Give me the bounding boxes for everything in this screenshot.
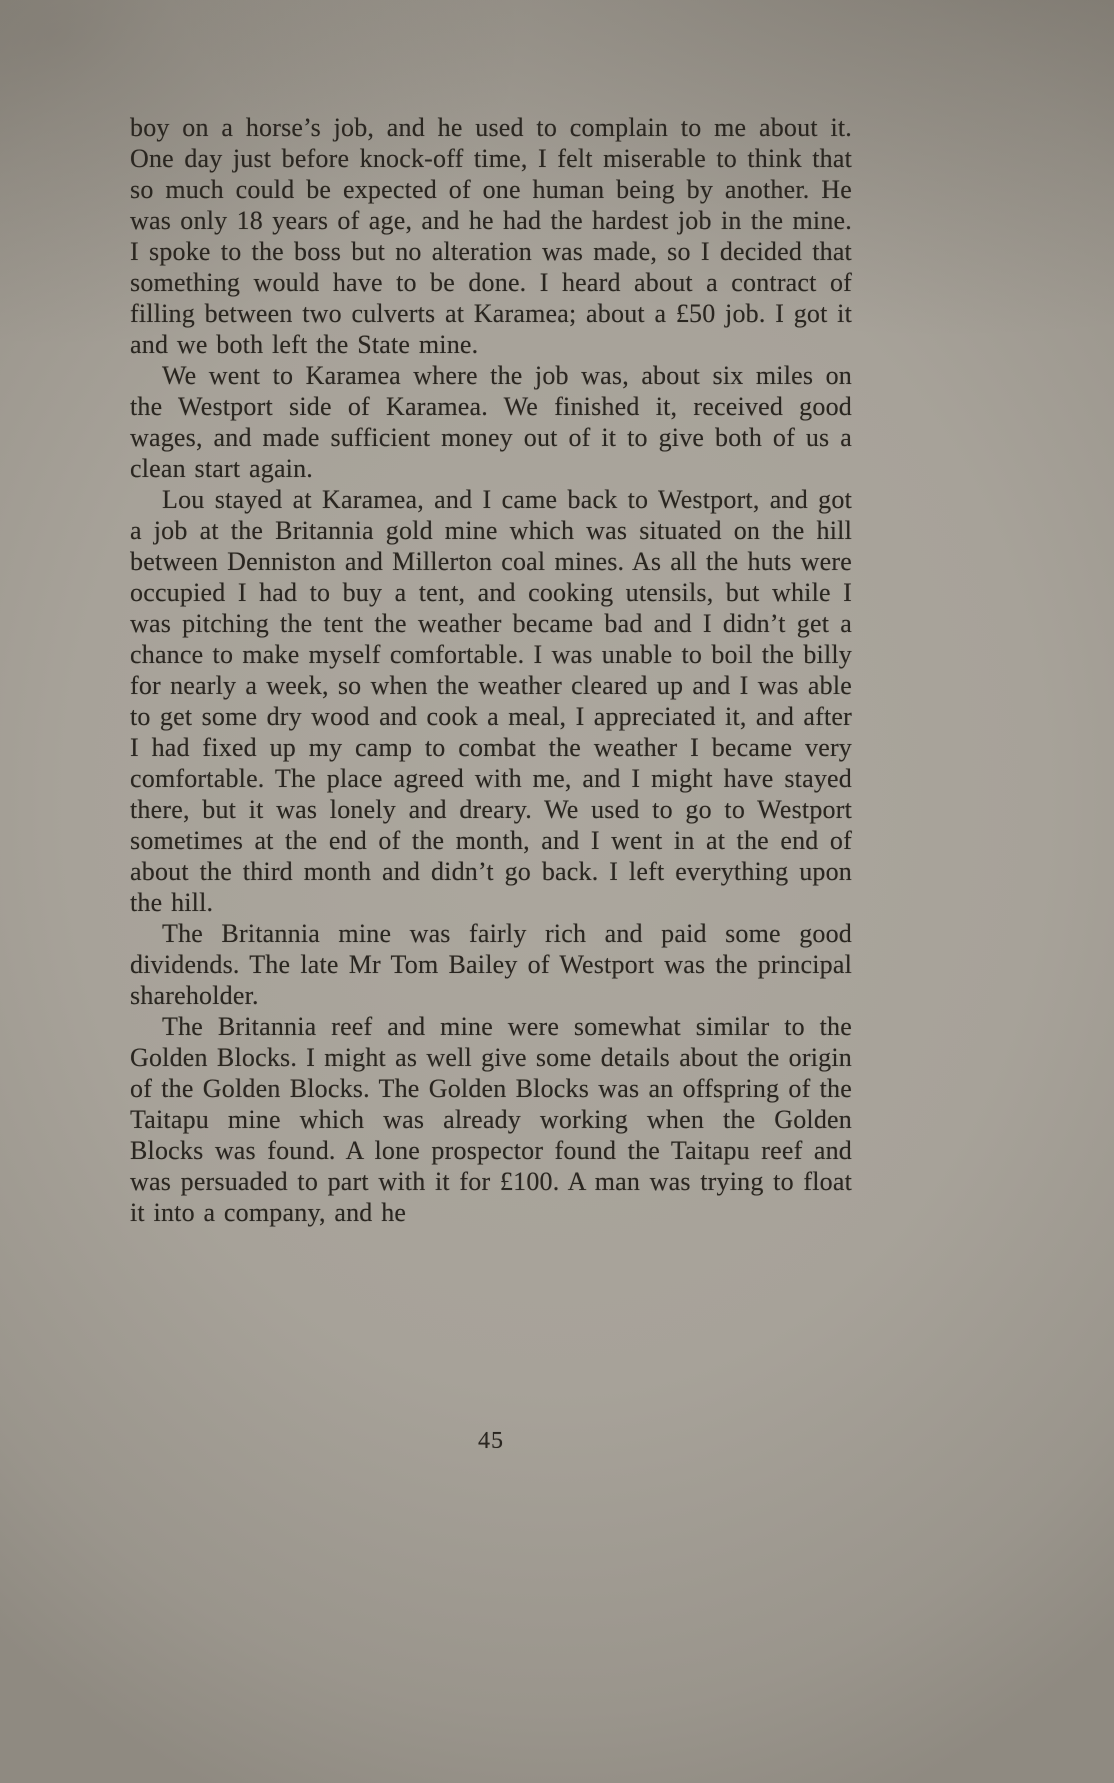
paragraph: The Britannia reef and mine were somewhat similar to the Golden Blocks. I might as well give some details about the origin of the Golden Blocks. The Golden Blocks was an offspring of the Taitapu mine which was already working when the Golden Blocks was found. A lone prospector found the Taitapu reef and was persuaded to part with it for £100. A man was trying to float it into a company, and he — [130, 1012, 852, 1227]
page-number: 45 — [478, 1428, 504, 1454]
paragraph: boy on a horse’s job, and he used to complain to me about it. One day just before knock-off time, I felt miserable to think that so much could be expected of one human being by another. He was only 18 years of age, and he had the hardest job in the mine. I spoke to the boss but no alteration was made, so I decided that something would have to be done. I heard about a contract of filling between two culverts at Karamea; about a £50 job. I got it and we both left the State mine. — [130, 113, 852, 359]
paragraph: We went to Karamea where the job was, about six miles on the Westport side of Karamea. We finished it, received good wages, and made sufficient money out of it to give both of us a clean start again. — [130, 361, 852, 483]
paragraph: Lou stayed at Karamea, and I came back to Westport, and got a job at the Britannia gold mine which was situated on the hill between Denniston and Millerton coal mines. As all the huts were occupied I had to buy a tent, and cooking utensils, but while I was pitching the tent the weather became bad and I didn’t get a chance to make myself comfortable. I was unable to boil the billy for nearly a week, so when the weather cleared up and I was able to get some dry wood and cook a meal, I appreciated it, and after I had fixed up my camp to combat the weather I became very comfortable. The place agreed with me, and I might have stayed there, but it was lonely and dreary. We used to go to Westport sometimes at the end of the month, and I went in at the end of about the third month and didn’t go back. I left everything upon the hill. — [130, 485, 852, 917]
text-block — [130, 112, 852, 1228]
paragraph: The Britannia mine was fairly rich and paid some good dividends. The late Mr Tom Bailey of Westport was the principal shareholder. — [130, 919, 852, 1010]
